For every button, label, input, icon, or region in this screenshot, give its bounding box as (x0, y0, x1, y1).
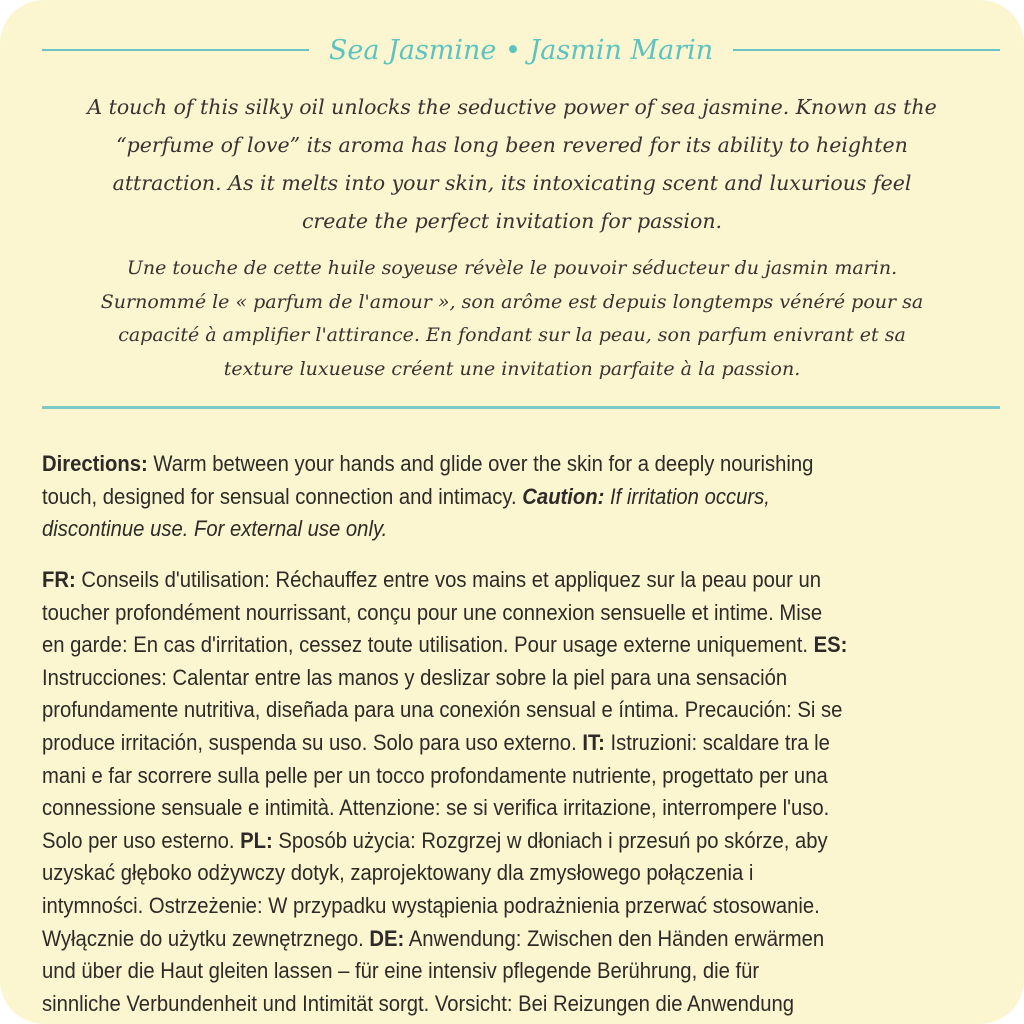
title-row (42, 28, 1000, 72)
intro-french (30, 252, 994, 386)
lang-label-de: DE: (369, 925, 405, 951)
lang-label-es: ES: (813, 632, 848, 658)
directions-label: Directions: (42, 451, 148, 476)
multi-line: uzyskać głęboko odżywczy dotyk, zaprojektowany dla zmysłowego połączenia i (42, 860, 754, 886)
intro-fr-line: capacité à amplifier l'attirance. En fondant sur la peau, son parfum enivrant et sa (118, 324, 906, 346)
intro-fr-line: Une touche de cette huile soyeuse révèle le pouvoir séducteur du jasmin marin. (126, 257, 898, 279)
intro-en-line: create the perfect invitation for passion. (301, 209, 723, 233)
multi-line (42, 629, 996, 662)
multi-text: Wyłącznie do użytku zewnętrznego. (42, 925, 370, 951)
intro-fr-line: Surnommé le « parfum de l'amour », son arôme est depuis longtemps vénéré pour sa (100, 290, 924, 313)
multi-text: en garde: En cas d'irritation, cessez toute utilisation. Pour usage externe uniquement. (42, 632, 814, 658)
multi-line: sinnliche Verbundenheit und Intimität sorgt. Vorsicht: Bei Reizungen die Anwendung (42, 990, 794, 1016)
multilanguage-directions (42, 564, 996, 1020)
multi-line (42, 825, 996, 858)
multi-text: Solo per uso esterno. (42, 827, 241, 853)
intro-english (30, 88, 994, 240)
intro-en-line: A touch of this silky oil unlocks the seductive power of sea jasmine. Known as the (87, 95, 937, 119)
intro-fr-line: texture luxueuse créent une invitation parfaite à la passion. (223, 357, 801, 380)
multi-text: Istruzioni: scaldare tra le (604, 729, 830, 755)
lang-label-pl: PL: (240, 827, 273, 853)
lang-label-it: IT: (582, 729, 605, 755)
multi-line (42, 727, 996, 760)
directions-line (42, 448, 996, 481)
intro-en-line: attraction. As it melts into your skin, its intoxicating scent and luxurious feel (112, 171, 912, 195)
directions-block (42, 448, 996, 546)
multi-line: mani e far scorrere sulla pelle per un tocco profondamente nutriente, progettato per una (42, 762, 828, 788)
caution-label: Caution: (522, 483, 605, 509)
caution-text: If irritation occurs, (604, 483, 770, 509)
multi-line: und über die Haut gleiten lassen – für eine intensiv pflegende Berührung, die für (42, 958, 760, 984)
multi-text: Sposób użycia: Rozgrzej w dłoniach i przesuń po skórze, aby (272, 827, 828, 853)
multi-line: profundamente nutritiva, diseñada para una conexión sensual e íntima. Precaución: Si se (42, 697, 843, 723)
multi-line (42, 923, 996, 956)
multi-line: connessione sensuale e intimità. Attenzione: se si verifica irritazione, interrompere l'uso. (42, 795, 830, 821)
intro-en-line: “perfume of love” its aroma has long been revered for its ability to heighten (116, 133, 908, 157)
caution-text: discontinue use. For external use only. (42, 516, 388, 541)
multi-text: Conseils d'utilisation: Réchauffez entre vos mains et appliquez sur la peau pour un (75, 567, 822, 592)
product-title: Sea Jasmine • Jasmin Marin (328, 34, 714, 66)
multi-line: intymności. Ostrzeżenie: W przypadku wystąpienia podrażnienia przerwać stosowanie. (42, 892, 820, 918)
directions-line (42, 481, 996, 514)
title-rule-right (733, 49, 1000, 51)
multi-line: toucher profondément nourrissant, conçu pour une connexion sensuelle et intime. Mise (42, 599, 823, 625)
multi-text: produce irritación, suspenda su uso. Solo para uso externo. (42, 729, 583, 755)
title-rule-left (42, 49, 309, 51)
multi-line: Instrucciones: Calentar entre las manos y deslizar sobre la piel para una sensación (42, 664, 788, 690)
directions-text: touch, designed for sensual connection and intimacy. (42, 483, 523, 509)
directions-text: Warm between your hands and glide over the skin for a deeply nourishing (147, 451, 814, 476)
multi-line (42, 564, 996, 597)
section-divider (42, 406, 1000, 409)
lang-label-fr: FR: (42, 567, 76, 592)
multi-text: Anwendung: Zwischen den Händen erwärmen (404, 925, 825, 951)
